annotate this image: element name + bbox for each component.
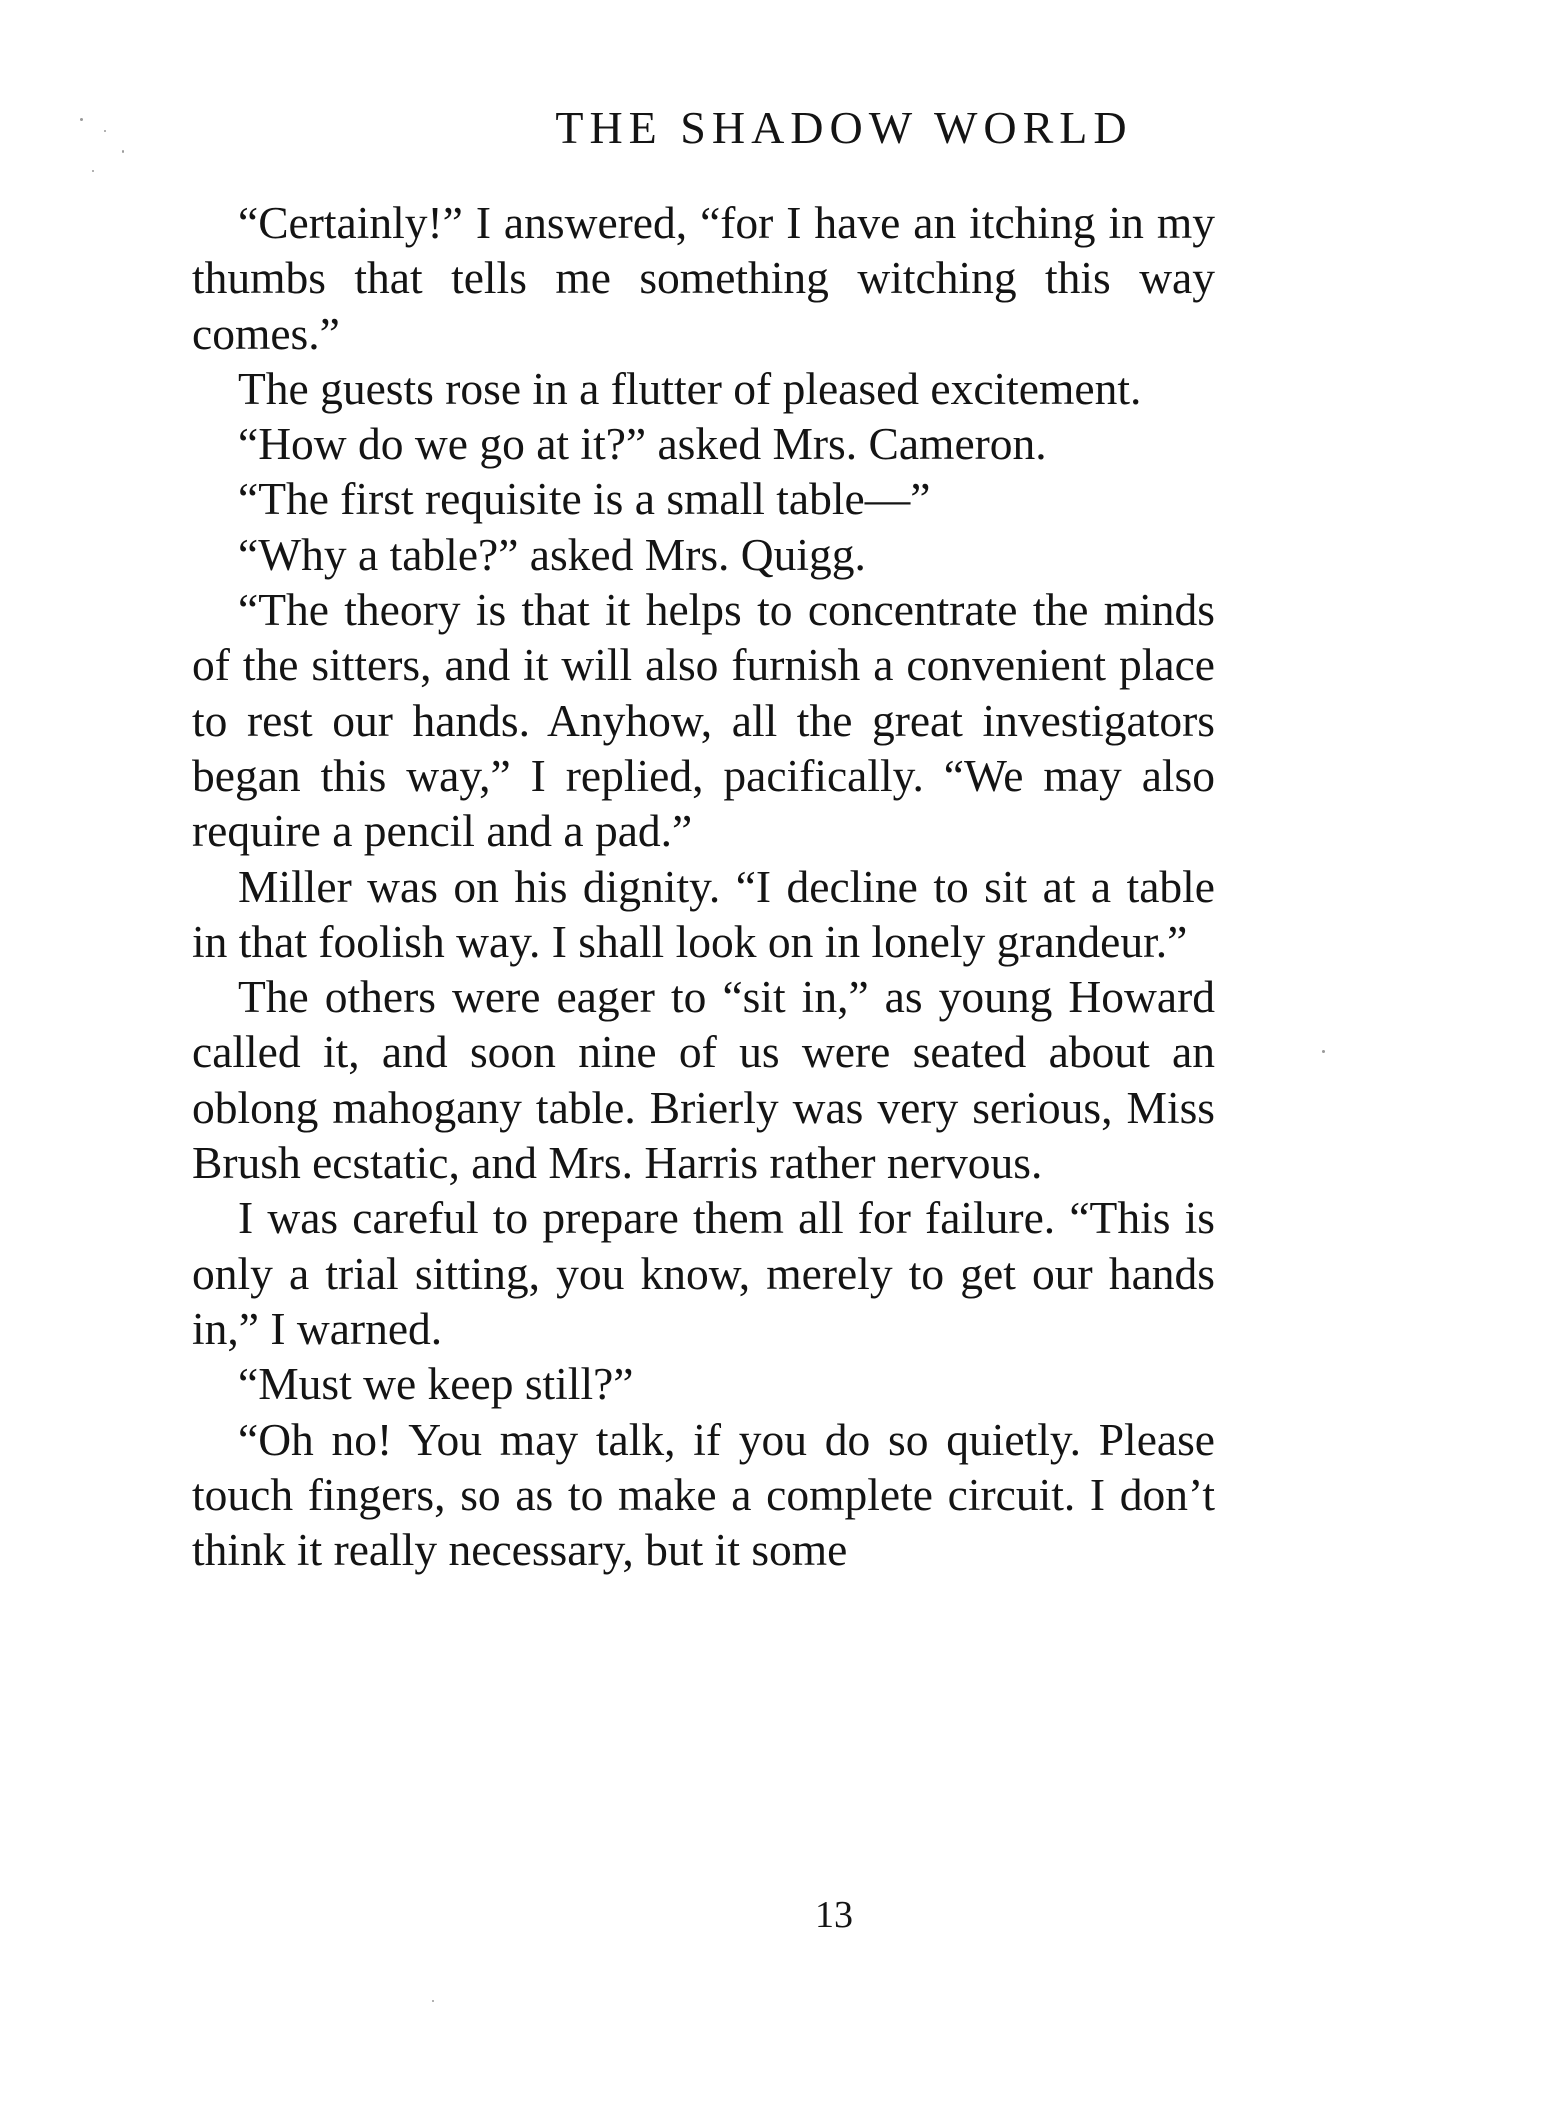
running-header: THE SHADOW WORLD bbox=[555, 102, 1133, 153]
scan-speck bbox=[122, 150, 124, 153]
paragraph: “The first requisite is a small table—” bbox=[238, 473, 931, 525]
paragraph: “Must we keep still?” bbox=[238, 1358, 634, 1410]
scan-speck bbox=[432, 2000, 434, 2002]
paragraph: I was careful to prepare them all for failure. “This is only a trial sitting, you know, merely to get our hands in,” I warned. bbox=[192, 1192, 1215, 1354]
body-text bbox=[192, 195, 1215, 1577]
paragraph: “Why a table?” asked Mrs. Quigg. bbox=[238, 528, 866, 580]
page-number: 13 bbox=[815, 1894, 853, 1936]
paragraph: “Oh no! You may talk, if you do so quietly. Please touch fingers, so as to make a complete circuit. I don’t think it really necessary, but it some bbox=[192, 1413, 1215, 1576]
scan-speck bbox=[80, 118, 83, 121]
paragraph: Miller was on his dignity. “I decline to sit at a table in that foolish way. I shall look on in lonely grandeur.” bbox=[192, 860, 1215, 967]
paragraph: “Certainly!” I answered, “for I have an itching in my thumbs that tells me something witching this way comes.” bbox=[192, 197, 1215, 359]
paragraph: “The theory is that it helps to concentrate the minds of the sitters, and it will also furnish a convenient place to rest our hands. Anyhow, all the great investigators began this way,” I replied, pacifically. “We may also require a pencil and a pad.” bbox=[192, 584, 1215, 857]
paragraph: The others were eager to “sit in,” as young Howard called it, and soon nine of us were seated about an oblong mahogany table. Brierly was very serious, Miss Brush ecstatic, and Mrs. Harris rather nervous. bbox=[192, 971, 1215, 1189]
scan-speck bbox=[1322, 1050, 1325, 1053]
scan-speck bbox=[104, 130, 106, 132]
paragraph: The guests rose in a flutter of pleased excitement. bbox=[238, 362, 1142, 414]
paragraph: “How do we go at it?” asked Mrs. Cameron. bbox=[238, 418, 1047, 470]
scan-speck bbox=[92, 170, 94, 172]
